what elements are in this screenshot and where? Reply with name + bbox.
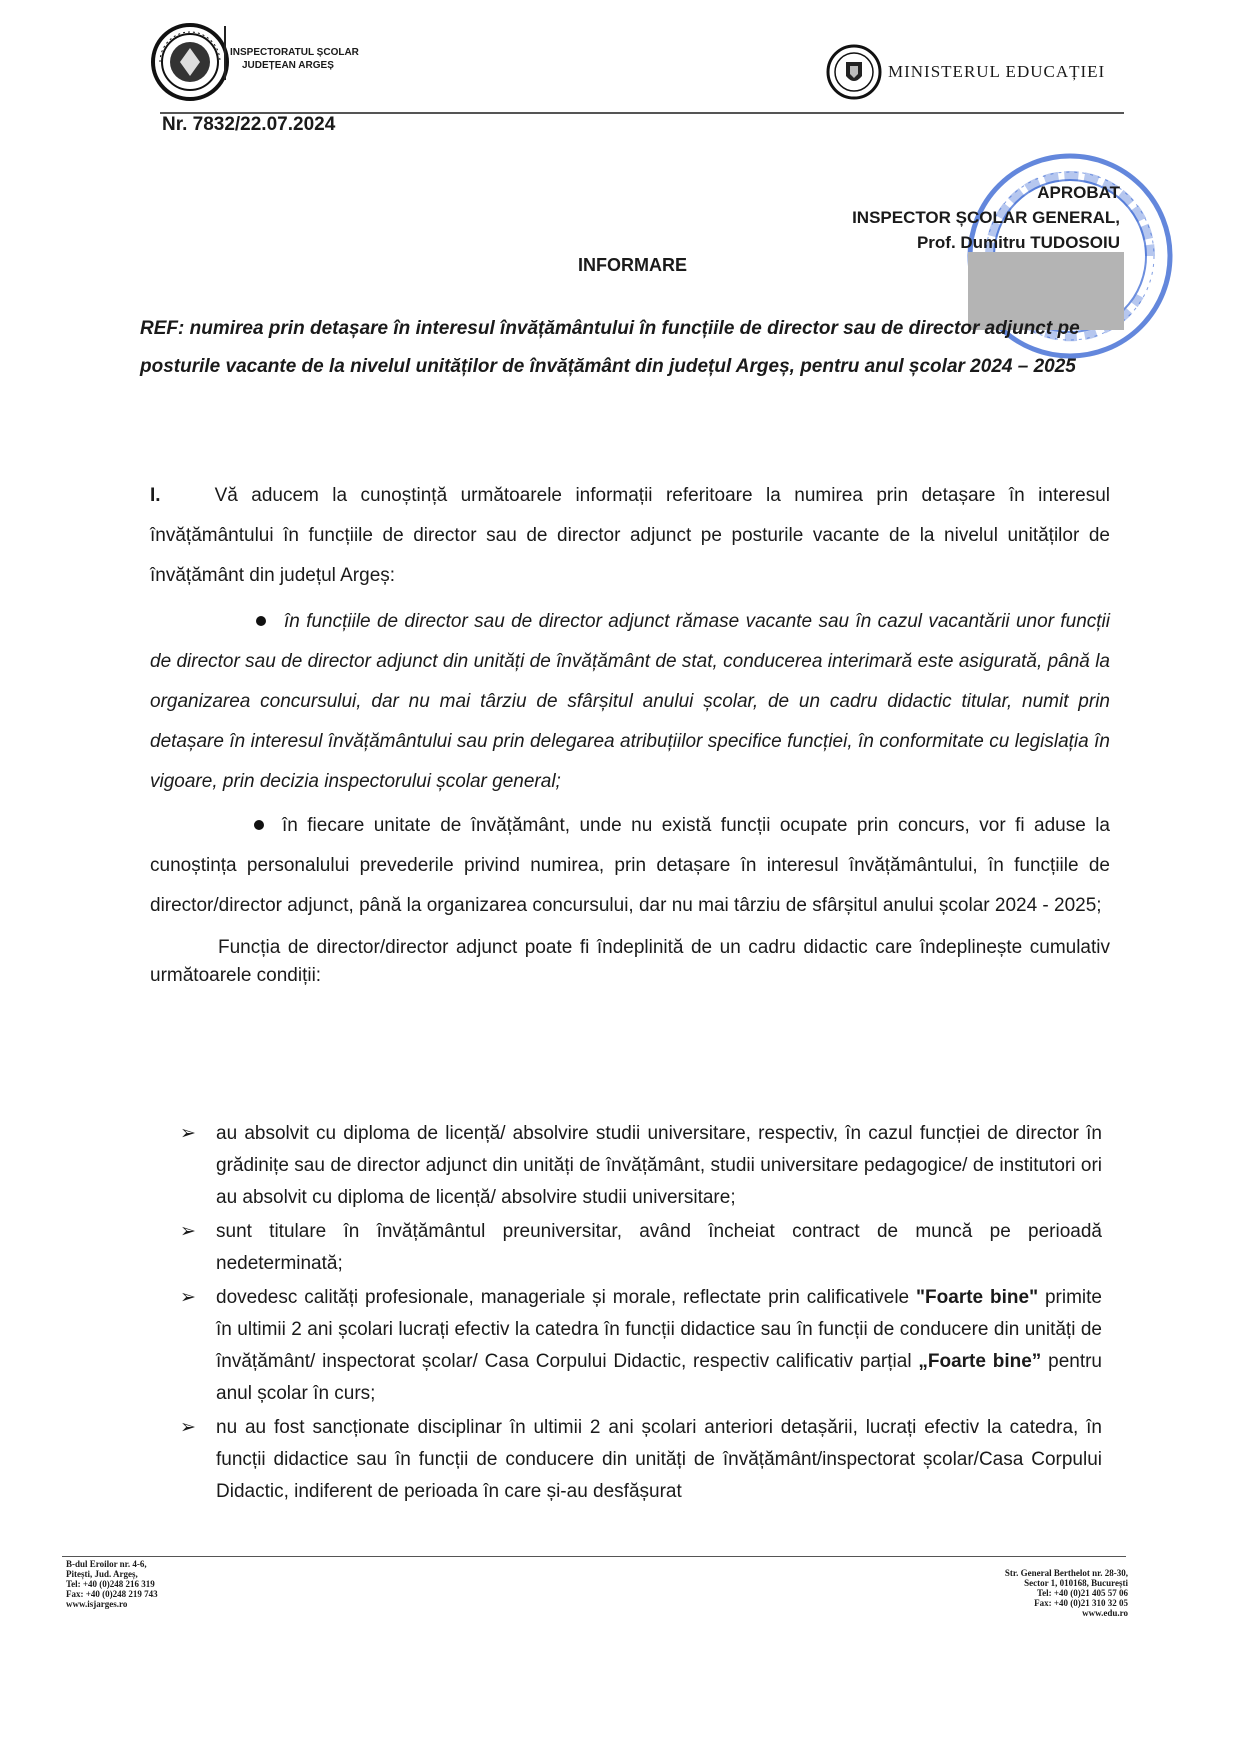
- condition-text-1: au absolvit cu diploma de licență/ absolvire studii universitare, respectiv, în cazul funcției de director în grădinițe sau de director adjunct din unități de învățământ, studii universitare pedagogice/ de institutori ori au absolvit cu diploma de licență/ absolvire studii universitare;: [216, 1123, 1102, 1208]
- coat-of-arms-icon: [826, 44, 882, 100]
- condition-item: [180, 1282, 1102, 1410]
- isj-name: [230, 46, 359, 72]
- footer-rule: [62, 1556, 1126, 1557]
- document-title: INFORMARE: [578, 255, 687, 275]
- condition-text-3a: dovedesc calități profesionale, manageriale și morale, reflectate prin calificativele: [216, 1287, 917, 1308]
- footer-ministry-contact: [1005, 1568, 1128, 1618]
- registration-number: Nr. 7832/22.07.2024: [162, 114, 336, 135]
- footer-right-line2: Sector 1, 010168, București: [1024, 1578, 1128, 1588]
- footer-right-line3: Tel: +40 (0)21 405 57 06: [1036, 1588, 1128, 1598]
- isj-seal-icon: [150, 22, 230, 102]
- section-i: [150, 476, 1110, 990]
- approval-block: [852, 180, 1120, 255]
- footer-left-line1: B-dul Eroilor nr. 4-6,: [66, 1559, 147, 1569]
- footer-left-website: www.isjarges.ro: [66, 1599, 128, 1609]
- approval-role: INSPECTOR ȘCOLAR GENERAL,: [852, 208, 1120, 227]
- conditions-intro: Funcția de director/director adjunct poate fi îndeplinită de un cadru didactic care îndeplinește cumulativ următoarele condiții:: [150, 937, 1110, 986]
- arrow-bullet-icon: ➢: [180, 1123, 196, 1144]
- section-marker: I.: [150, 485, 161, 506]
- bullet-item: [150, 602, 1110, 802]
- footer-right-line1: Str. General Berthelot nr. 28-30,: [1004, 1568, 1128, 1578]
- condition-text-3d: „Foarte bine”: [918, 1351, 1042, 1372]
- footer-right-line4: Fax: +40 (0)21 310 32 05: [1034, 1598, 1128, 1608]
- approval-label: APROBAT: [1037, 183, 1120, 202]
- isj-name-line2: JUDEȚEAN ARGEȘ: [242, 60, 334, 71]
- footer-isj-contact: [66, 1559, 158, 1609]
- bullet-icon: [254, 820, 264, 830]
- header-divider: [224, 26, 226, 80]
- bullet-text-1: în funcțiile de director sau de director adjunct rămase vacante sau în cazul vacantării unor funcții de director sau de director adjunct din unități de învățământ de stat, conducerea interimară este asigurată, până la organizarea concursului, dar nu mai târziu de sfârșitul anului școlar, de un cadru didactic titular, numit prin detașare în interesul învățământului sau prin delegarea atribuțiilor specifice funcției, în conformitate cu legislația în vigoare, prin decizia inspectorului școlar general;: [150, 611, 1110, 792]
- condition-item: [180, 1412, 1102, 1508]
- bullet-text-2: în fiecare unitate de învățământ, unde nu există funcții ocupate prin concurs, vor fi aduse la cunoștința personalului prevederile privind numirea, prin detașare în interesul învățământului, în funcțiile de director/director adjunct, până la organizarea concursului, dar nu mai târziu de sfârșitul anului școlar 2024 - 2025;: [150, 815, 1110, 916]
- condition-text-4: nu au fost sancționate disciplinar în ultimii 2 ani școlari anteriori detașării, lucrați efectiv la catedra, în funcții didactice sau în funcții de conducere din unități de învățământ/inspectorat școlar/Casa Corpului Didactic, indiferent de perioada în care și-au desfășurat: [216, 1417, 1102, 1502]
- condition-text-2: sunt titulare în învățământul preuniversitar, având încheiat contract de muncă pe perioadă nedeterminată;: [216, 1221, 1102, 1274]
- arrow-bullet-icon: ➢: [180, 1287, 196, 1308]
- reference-line: REF: numirea prin detașare în interesul învățământului în funcțiile de director sau de director adjunct pe posturile vacante de la nivelul unităților de învățământ din județul Argeș, pentru anul școlar 2024 – 2025: [140, 318, 1080, 377]
- condition-text-3b: "Foarte bine": [916, 1287, 1039, 1308]
- arrow-bullet-icon: ➢: [180, 1417, 196, 1438]
- condition-text-3e: pentru anul școlar în curs;: [216, 1351, 1103, 1404]
- footer-right-website: www.edu.ro: [1082, 1608, 1128, 1618]
- approval-name: Prof. Dumitru TUDOSOIU: [916, 233, 1120, 252]
- isj-name-line1: INSPECTORATUL ȘCOLAR: [230, 47, 359, 58]
- ministry-name: MINISTERUL EDUCAȚIEI: [888, 62, 1106, 81]
- condition-item: [180, 1216, 1102, 1280]
- bullet-item: [150, 806, 1110, 926]
- condition-text-3c: primite în ultimii 2 ani școlari lucrați efectiv la catedra în funcții didactice sau în funcții de conducere din unități de învățământ/ inspectorat școlar/ Casa Corpului Didactic, respectiv calificativ parțial: [216, 1287, 1102, 1372]
- conditions-list: [180, 1118, 1102, 1508]
- footer-left-line3: Tel: +40 (0)248 216 319: [66, 1579, 155, 1589]
- section-i-intro: [150, 476, 1110, 596]
- bullet-icon: [256, 616, 266, 626]
- condition-item: [180, 1118, 1102, 1214]
- footer-left-line2: Pitești, Jud. Argeș,: [66, 1569, 138, 1579]
- footer-left-line4: Fax: +40 (0)248 219 743: [66, 1589, 158, 1599]
- arrow-bullet-icon: ➢: [180, 1221, 196, 1242]
- intro-text: Vă aducem la cunoștință următoarele informații referitoare la numirea prin detașare în interesul învățământului în funcțiile de director sau de director adjunct pe posturile vacante de la nivelul unităților de învățământ din județul Argeș:: [150, 485, 1110, 586]
